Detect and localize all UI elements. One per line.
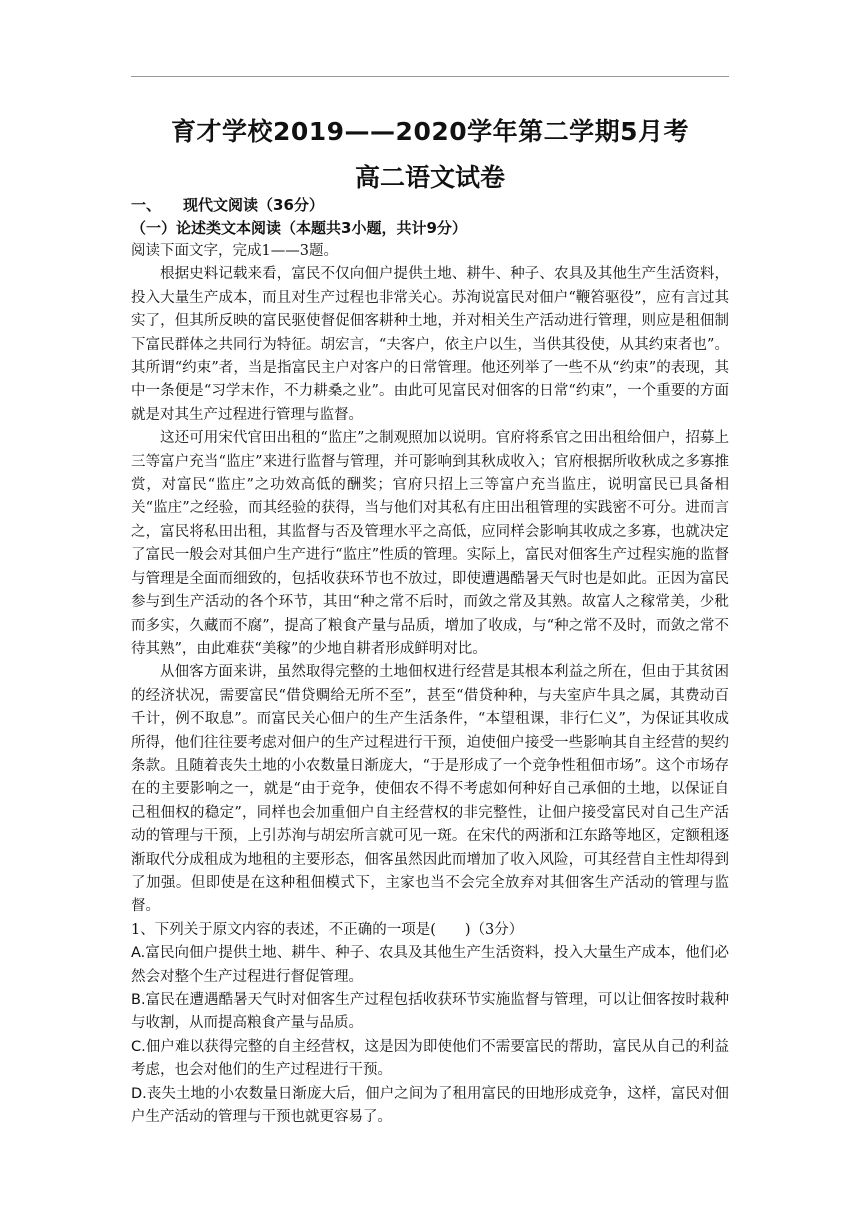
- question-1-option-a: [131, 942, 729, 989]
- section-title: 现代文阅读（36分）: [183, 196, 324, 214]
- option-letter: A.: [131, 945, 146, 962]
- question-1-option-c: [131, 1036, 729, 1083]
- exam-subtitle: 高二语文试卷: [354, 163, 505, 192]
- passage-paragraph-3: 从佃客方面来讲，虽然取得完整的土地佃权进行经营是其根本利益之所在，但由于其贫困的经济状况，需要富民“借贷赒给无所不至”，甚至“借贷种种，与夫室庐牛具之属，其费动百千计，例不取息”。而富民关心佃户的生产生活条件，“本望租课，非行仁义”，为保证其收成所得，他们往往要考虑对佃户的生产过程进行干预，迫使佃户接受一些影响其自主经营的契约条款。且随着丧失土地的小农数量日渐庞大，“于是形成了一个竞争性租佃市场”。这个市场存在的主要影响之一，就是“由于竞争，使佃农不得不考虑如何种好自己承佃的土地，以保证自己租佃权的稳定”，同样也会加重佃户自主经营权的非完整性，让佃户接受富民对自己生产活动的管理与干预，上引苏洵与胡宏所言就可见一斑。在宋代的两浙和江东路等地区，定额租逐渐取代分成租成为地租的主要形态，佃客虽然因此而增加了收入风险，可其经营自主性却得到了加强。但即使是在这种租佃模式下，主家也当不会完全放弃对其佃客生产活动的管理与监督。: [131, 664, 729, 915]
- option-text: 富民向佃户提供土地、耕牛、种子、农具及其他生产生活资料，投入大量生产成本，他们必然会对整个生产过程进行督促管理。: [131, 945, 729, 985]
- exam-title: 育才学校2019——2020学年第二学期5月考: [170, 117, 690, 146]
- passage-paragraph-1: 根据史料记载来看，富民不仅向佃户提供土地、耕牛、种子、农具及其他生产生活资料，投入大量生产成本，而且对生产过程也非常关心。苏洵说富民对佃户“鞭笞驱役”，应有言过其实了，但其所反映的富民驱使督促佃客耕种土地，并对相关生产活动进行管理，则应是租佃制下富民群体之共同行为特征。胡宏言，“夫客户，依主户以生，当供其役使，从其约束者也”。其所谓“约束”者，当是指富民主户对客户的日常管理。他还列举了一些不从“约束”的表现，其中一条便是“习学末作，不力耕桑之业”。由此可见富民对佃客的日常“约束”，一个重要的方面就是对其生产过程进行管理与监督。: [131, 266, 729, 423]
- subsection-heading: （一）论述类文本阅读（本题共3小题，共计9分）: [131, 219, 467, 237]
- question-1-option-d: [131, 1083, 729, 1130]
- header-rule: [131, 76, 729, 77]
- option-letter: B.: [131, 992, 146, 1008]
- option-text: 富民在遭遇酷暑天气时对佃客生产过程包括收获环节实施监督与管理，可以让佃客按时栽种与收割，从而提高粮食产量与品质。: [131, 992, 729, 1032]
- reading-instruction: 阅读下面文字，完成1——3题。: [131, 243, 338, 259]
- option-letter: C.: [131, 1038, 146, 1055]
- section-heading: [131, 194, 729, 217]
- exam-content: [131, 194, 729, 1129]
- section-number: 一、: [131, 196, 162, 214]
- option-text: 佃户难以获得完整的自主经营权，这是因为即使他们不需要富民的帮助，富民从自己的利益考虑，也会对他们的生产过程进行干预。: [131, 1038, 729, 1079]
- option-letter: D.: [131, 1085, 147, 1102]
- passage-paragraph-2: 这还可用宋代官田出租的“监庄”之制观照加以说明。官府将系官之田出租给佃户，招募上三等富户充当“监庄”来进行监督与管理，并可影响到其秋成收入；官府根据所收秋成之多寡推赏，对富民“监庄”之功效高低的酬奖；官府只招上三等富户充当监庄，说明富民已具备相关“监庄”之经验，而其经验的获得，当与他们对其私有庄田出租管理的实践密不可分。进而言之，富民将私田出租，其监督与否及管理水平之高低，应同样会影响其收成之多寡，也就决定了富民一般会对其佃户生产进行“监庄”性质的管理。实际上，富民对佃客生产过程实施的监督与管理是全面而细致的，包括收获环节也不放过，即使遭遇酷暑天气时也是如此。正因为富民参与到生产活动的各个环节，其田“种之常不后时，而敛之常及其熟。故富人之稼常美，少秕而多实，久藏而不腐”，提高了粮食产量与品质，增加了收成，与“种之常不及时，而敛之常不待其熟”，由此难获“美稼”的少地自耕者形成鲜明对比。: [131, 430, 729, 657]
- option-text: 丧失土地的小农数量日渐庞大后，佃户之间为了租用富民的田地形成竞争，这样，富民对佃户生产活动的管理与干预也就更容易了。: [131, 1085, 729, 1126]
- question-1-option-b: [131, 989, 729, 1036]
- question-1-stem: 1、下列关于原文内容的表述，不正确的一项是( )（3分）: [131, 921, 524, 938]
